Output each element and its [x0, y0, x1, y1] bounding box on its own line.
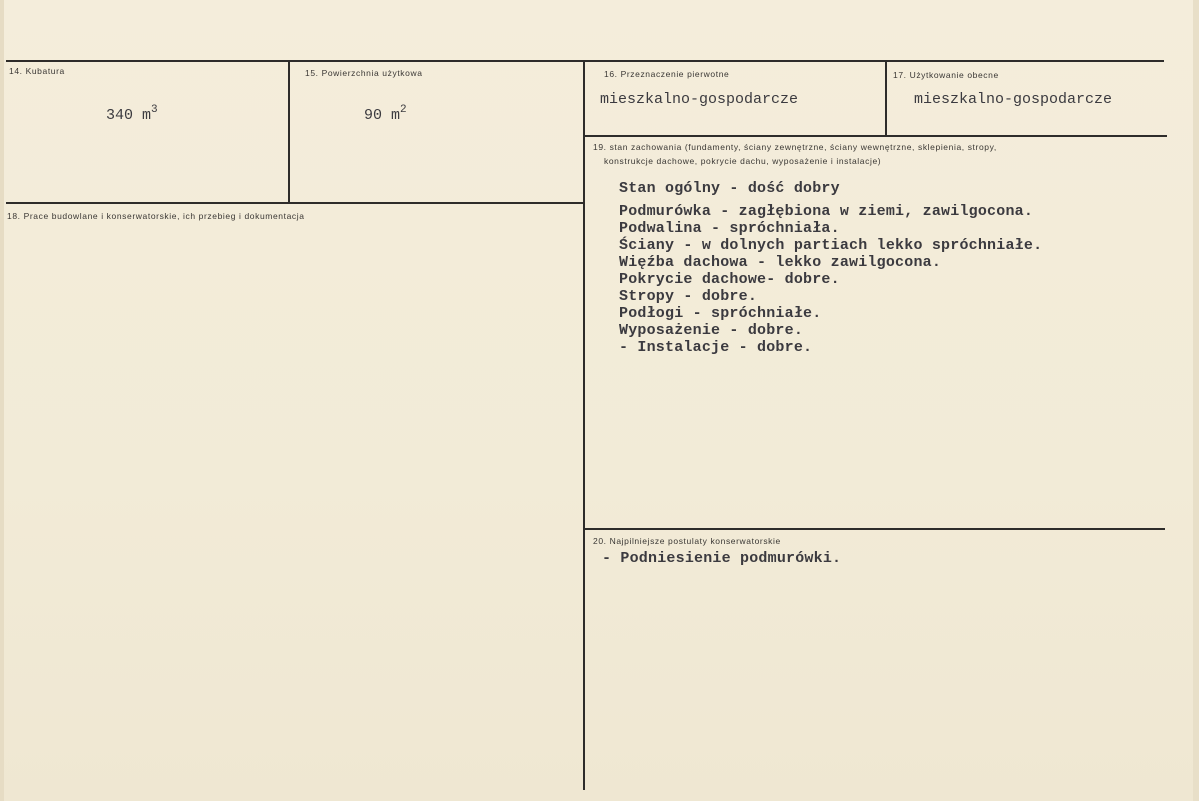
field-18-label: 18. Prace budowlane i konserwatorskie, ich przebieg i dokumentacja	[7, 211, 305, 221]
field-16-label: 16. Przeznaczenie pierwotne	[604, 69, 730, 79]
field-19-label-line1: 19. stan zachowania (fundamenty, ściany zewnętrzne, ściany wewnętrzne, sklepienia, stropy,	[593, 142, 997, 152]
condition-line: Wyposażenie - dobre.	[619, 322, 804, 339]
field-20-label: 20. Najpilniejsze postulaty konserwatorskie	[593, 536, 781, 546]
field-16-value: mieszkalno-gospodarcze	[600, 91, 799, 108]
rule-below-16-17	[585, 135, 1167, 137]
card-edge-right	[1193, 0, 1199, 801]
card-edge-left	[0, 0, 4, 801]
condition-line: Podmurówka - zagłębiona w ziemi, zawilgocona.	[619, 203, 1034, 220]
divider-14-15	[288, 62, 290, 202]
cubature-value: 340 m	[106, 107, 152, 124]
field-14-value	[106, 104, 158, 124]
rule-below-14-15	[6, 202, 584, 204]
cubature-exponent: 3	[151, 104, 158, 116]
condition-line: Pokrycie dachowe- dobre.	[619, 271, 840, 288]
condition-line: Podwalina - spróchniała.	[619, 220, 840, 237]
divider-16-17	[885, 62, 887, 135]
field-15-value	[364, 104, 407, 124]
condition-line: Podłogi - spróchniałe.	[619, 305, 822, 322]
condition-line: Ściany - w dolnych partiach lekko spróchniałe.	[619, 237, 1043, 254]
field-19-label-line2: konstrukcje dachowe, pokrycie dachu, wyposażenie i instalacje)	[604, 156, 882, 166]
field-17-value: mieszkalno-gospodarcze	[914, 91, 1113, 108]
field-14-label: 14. Kubatura	[9, 66, 65, 76]
usable-area-exponent: 2	[400, 104, 407, 116]
top-rule	[6, 60, 1164, 62]
field-17-label: 17. Użytkowanie obecne	[893, 70, 999, 80]
field-20-value: - Podniesienie podmurówki.	[602, 550, 842, 567]
condition-lines	[619, 203, 1042, 356]
field-15-label: 15. Powierzchnia użytkowa	[305, 68, 423, 78]
condition-line: Stropy - dobre.	[619, 288, 758, 305]
condition-line: Więźba dachowa - lekko zawilgocona.	[619, 254, 942, 271]
usable-area-value: 90 m	[364, 107, 401, 124]
condition-general: Stan ogólny - dość dobry	[619, 180, 840, 197]
divider-main	[583, 62, 585, 790]
rule-above-20	[585, 528, 1165, 530]
condition-line: - Instalacje - dobre.	[619, 339, 813, 356]
